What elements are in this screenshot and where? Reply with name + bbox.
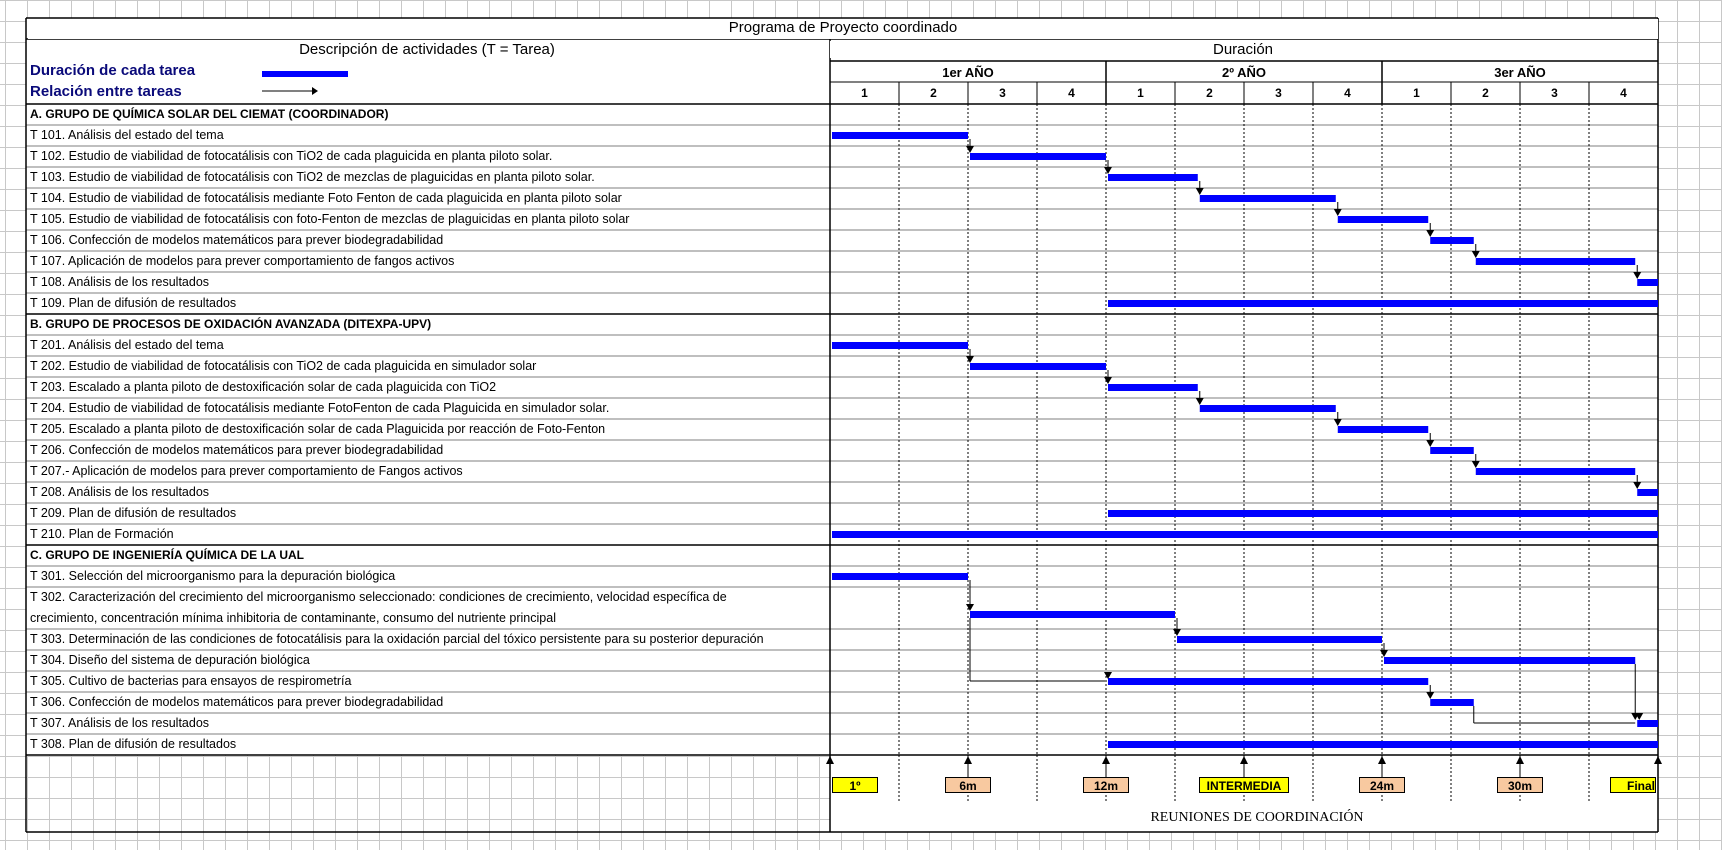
task-label: T 305. Cultivo de bacterias para ensayos de respirometría bbox=[30, 674, 352, 688]
task-label: T 307. Análisis de los resultados bbox=[30, 716, 210, 730]
task-duration-bar bbox=[1108, 510, 1658, 517]
quarter-label: 3 bbox=[999, 86, 1006, 100]
quarter-label: 1 bbox=[1137, 86, 1144, 100]
quarter-label: 4 bbox=[1620, 86, 1627, 100]
task-label: T 206. Confección de modelos matemáticos para prever biodegradabilidad bbox=[30, 443, 444, 457]
task-label: T 103. Estudio de viabilidad de fotocatálisis con TiO2 de mezclas de plaguicidas en planta piloto solar. bbox=[30, 170, 595, 184]
task-label: T 106. Confección de modelos matemáticos para prever biodegradabilidad bbox=[30, 233, 444, 247]
task-duration-bar bbox=[1108, 678, 1428, 685]
task-duration-bar bbox=[1430, 699, 1474, 706]
task-label: T 208. Análisis de los resultados bbox=[30, 485, 210, 499]
task-label: T 301. Selección del microorganismo para la depuración biológica bbox=[30, 569, 396, 583]
milestone-badge: 30m bbox=[1497, 777, 1543, 793]
task-duration-bar bbox=[1200, 405, 1336, 412]
milestone-badge: 12m bbox=[1083, 777, 1129, 793]
task-label: T 108. Análisis de los resultados bbox=[30, 275, 210, 289]
milestone-badge: Final bbox=[1610, 777, 1656, 793]
task-duration-bar bbox=[1384, 657, 1635, 664]
task-label: T 302. Caracterización del crecimiento del microorganismo seleccionado: condiciones de crecimiento, velocidad específica de bbox=[30, 590, 727, 604]
task-label: T 210. Plan de Formación bbox=[30, 527, 174, 541]
task-duration-bar bbox=[1637, 489, 1658, 496]
page-title: Programa de Proyecto coordinado bbox=[28, 19, 1658, 39]
year-label-1: 1er AÑO bbox=[942, 65, 994, 80]
quarter-label: 1 bbox=[861, 86, 868, 100]
duration-header: Duración bbox=[830, 41, 1656, 58]
task-duration-bar bbox=[1430, 237, 1474, 244]
task-duration-bar bbox=[832, 342, 968, 349]
task-label: T 308. Plan de difusión de resultados bbox=[30, 737, 237, 751]
task-duration-bar bbox=[832, 531, 1658, 538]
task-label-continued: crecimiento, concentración mínima inhibitoria de contaminante, consumo del nutriente principal bbox=[30, 611, 556, 625]
quarter-label: 3 bbox=[1275, 86, 1282, 100]
task-duration-bar bbox=[832, 573, 968, 580]
year-label-2: 2º AÑO bbox=[1222, 65, 1266, 80]
group-heading: B. GRUPO DE PROCESOS DE OXIDACIÓN AVANZADA (DITEXPA-UPV) bbox=[30, 317, 432, 331]
task-duration-bar bbox=[970, 611, 1175, 618]
milestone-badge: 6m bbox=[945, 777, 991, 793]
task-duration-bar bbox=[1108, 741, 1658, 748]
group-heading: A. GRUPO DE QUÍMICA SOLAR DEL CIEMAT (COORDINADOR) bbox=[30, 107, 389, 121]
quarter-label: 4 bbox=[1068, 86, 1075, 100]
task-label: T 204. Estudio de viabilidad de fotocatálisis mediante FotoFenton de cada Plaguicida en simulador solar. bbox=[30, 401, 610, 415]
task-label: T 104. Estudio de viabilidad de fotocatálisis mediante Foto Fenton de cada plaguicida en planta piloto solar bbox=[30, 191, 622, 205]
year-label-3: 3er AÑO bbox=[1494, 65, 1546, 80]
task-duration-bar bbox=[1177, 636, 1382, 643]
task-label: T 304. Diseño del sistema de depuración biológica bbox=[30, 653, 310, 667]
task-label: T 101. Análisis del estado del tema bbox=[30, 128, 224, 142]
quarter-label: 3 bbox=[1551, 86, 1558, 100]
coordination-meetings-label: REUNIONES DE COORDINACIÓN bbox=[1150, 810, 1364, 825]
task-duration-bar bbox=[1108, 174, 1198, 181]
milestone-badge: 1º bbox=[832, 777, 878, 793]
task-duration-bar bbox=[1476, 468, 1635, 475]
quarter-label: 4 bbox=[1344, 86, 1351, 100]
task-label: T 209. Plan de difusión de resultados bbox=[30, 506, 237, 520]
legend-task-duration: Duración de cada tarea bbox=[30, 62, 196, 79]
task-duration-bar bbox=[1200, 195, 1336, 202]
quarter-label: 1 bbox=[1413, 86, 1420, 100]
task-label: T 306. Confección de modelos matemáticos para prever biodegradabilidad bbox=[30, 695, 444, 709]
task-duration-bar bbox=[1338, 426, 1428, 433]
legend-task-relation: Relación entre tareas bbox=[30, 83, 182, 100]
quarter-label: 2 bbox=[1206, 86, 1213, 100]
task-duration-bar bbox=[1338, 216, 1428, 223]
task-label: T 205. Escalado a planta piloto de destoxificación solar de cada Plaguicida por reacción de Foto-Fenton bbox=[30, 422, 606, 436]
task-label: T 203. Escalado a planta piloto de destoxificación solar de cada plaguicida con TiO2 bbox=[30, 380, 497, 394]
milestone-badge: 24m bbox=[1359, 777, 1405, 793]
task-duration-bar bbox=[1637, 279, 1658, 286]
task-duration-bar bbox=[1476, 258, 1635, 265]
task-duration-bar bbox=[1108, 300, 1658, 307]
quarter-label: 2 bbox=[1482, 86, 1489, 100]
task-duration-bar bbox=[970, 363, 1106, 370]
task-label: T 105. Estudio de viabilidad de fotocatálisis con foto-Fenton de mezclas de plaguicidas en planta piloto solar bbox=[30, 212, 630, 226]
task-label: T 202. Estudio de viabilidad de fotocatálisis con TiO2 de cada plaguicida en simulador solar bbox=[30, 359, 537, 373]
task-label: T 207.- Aplicación de modelos para prever comportamiento de Fangos activos bbox=[30, 464, 463, 478]
task-label: T 109. Plan de difusión de resultados bbox=[30, 296, 237, 310]
task-label: T 102. Estudio de viabilidad de fotocatálisis con TiO2 de cada plaguicida en planta piloto solar. bbox=[30, 149, 553, 163]
quarter-label: 2 bbox=[930, 86, 937, 100]
task-duration-bar bbox=[1637, 720, 1658, 727]
task-label: T 303. Determinación de las condiciones de fotocatálisis para la oxidación parcial del tóxico persistente para su posterior depuración bbox=[30, 632, 764, 646]
task-duration-bar bbox=[1108, 384, 1198, 391]
milestone-badge: INTERMEDIA bbox=[1199, 777, 1289, 793]
description-header: Descripción de actividades (T = Tarea) bbox=[30, 41, 824, 58]
task-duration-bar bbox=[832, 132, 968, 139]
task-label: T 107. Aplicación de modelos para prever comportamiento de fangos activos bbox=[30, 254, 455, 268]
group-heading: C. GRUPO DE INGENIERÍA QUÍMICA DE LA UAL bbox=[30, 548, 305, 562]
legend-bar-sample bbox=[262, 71, 348, 77]
task-duration-bar bbox=[1430, 447, 1474, 454]
task-label: T 201. Análisis del estado del tema bbox=[30, 338, 224, 352]
task-duration-bar bbox=[970, 153, 1106, 160]
